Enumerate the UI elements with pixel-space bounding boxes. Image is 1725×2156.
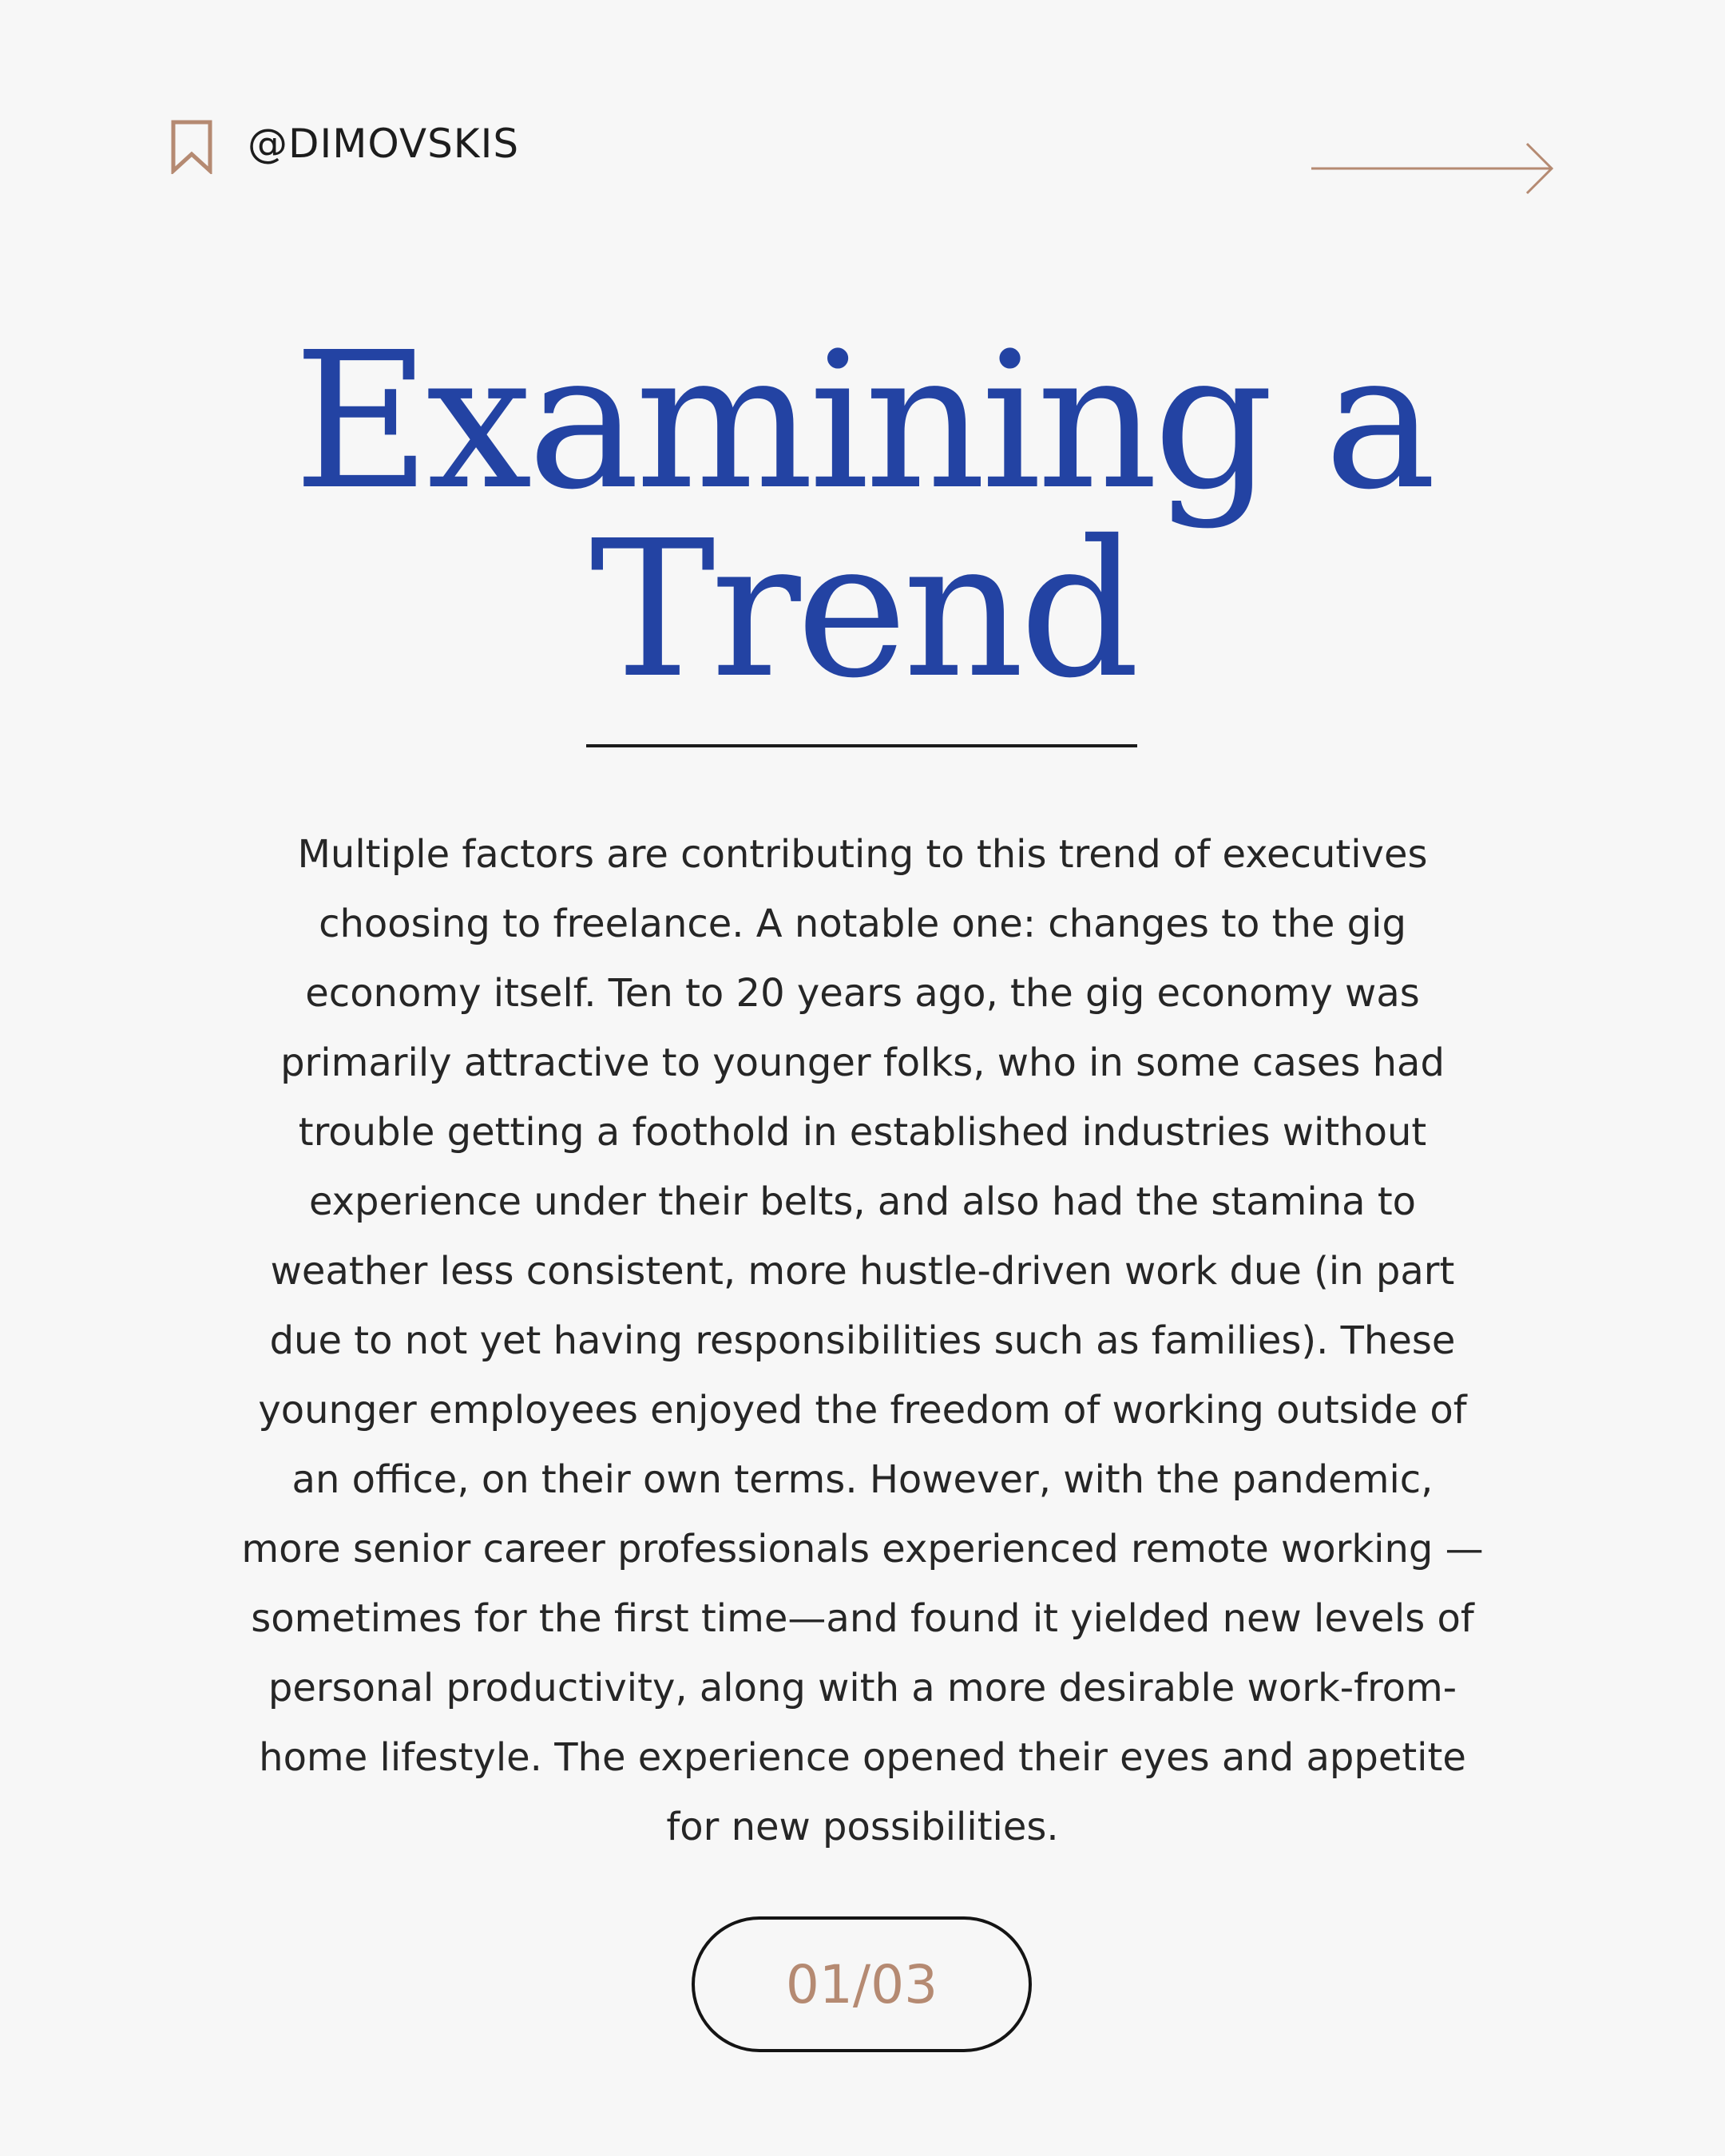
account-handle: @DIMOVSKIS xyxy=(248,121,520,167)
title-divider xyxy=(586,744,1137,747)
title-line-2: Trend xyxy=(589,500,1136,719)
arrow-right-icon[interactable] xyxy=(1310,140,1557,196)
title-line-1: Examining a xyxy=(293,311,1432,531)
bookmark-icon[interactable] xyxy=(170,120,213,174)
page-indicator: 01/03 xyxy=(692,1916,1032,2052)
body-paragraph: Multiple factors are contributing to this trend of executives choosing to freelance. A notable one: changes to the gig economy itself. Ten to 20 years ago, the gig economy was primarily attractive to younger folks, who in some cases had trouble getting a foothold in established industries without experience under their belts, and also had the stamina to weather less consistent, more hustle-driven work due (in part due to not yet having responsibilities such as families). These younger employees enjoyed the freedom of working outside of an office, on their own terms. However, with the pandemic, more senior career professionals experienced remote working —sometimes for the first time—and found it yielded new levels of personal productivity, along with a more desirable work-from-home lifestyle. The experience opened their eyes and appetite for new possibilities. xyxy=(241,832,1484,1849)
page-title xyxy=(0,311,1725,719)
